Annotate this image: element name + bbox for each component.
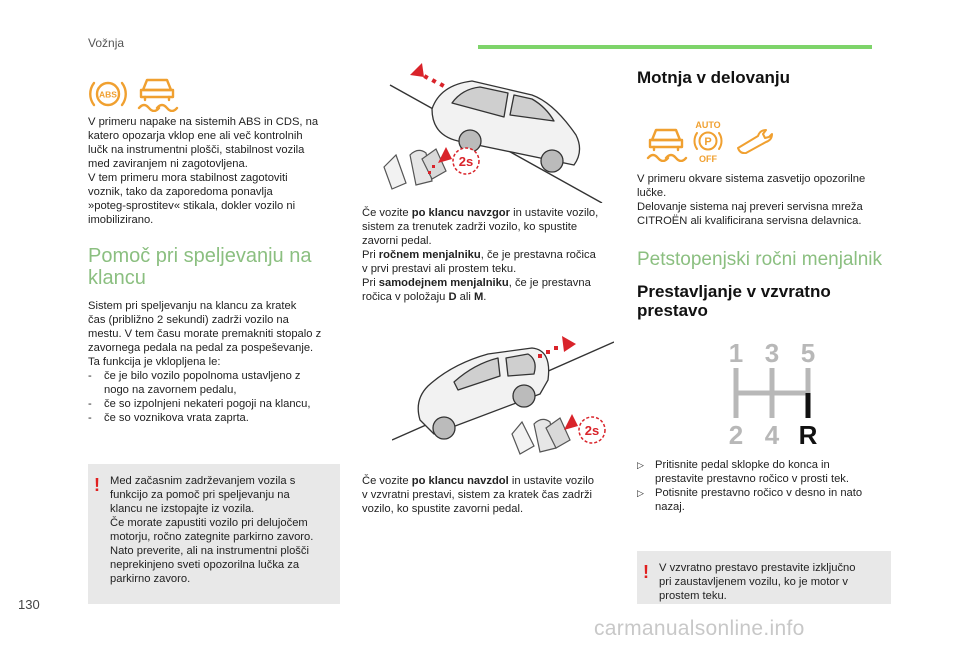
downhill-text <box>362 474 612 516</box>
text-line: Če vozite po klancu navzdol in ustavite vozilo <box>362 475 594 487</box>
wrench-service-icon <box>734 128 774 154</box>
hill-start-heading <box>88 245 348 289</box>
text-line: Med začasnim zadrževanjem vozila s <box>110 475 296 487</box>
reverse-gear-heading <box>637 282 831 320</box>
text-line: Pri ročnem menjalniku, če je prestavna ročica <box>362 249 596 261</box>
downhill-illustration <box>392 330 614 464</box>
text-line: funkcijo za pomoč pri speljevanju na <box>110 489 290 501</box>
list-item-text: Potisnite prestavno ročico v desno in nato <box>655 487 863 499</box>
text-line: lučke. <box>637 187 667 199</box>
steps-list <box>637 458 892 514</box>
gear-label-1: 1 <box>728 338 744 368</box>
uphill-arrow-icon <box>410 63 445 88</box>
text-line: parkirno zavoro. <box>110 573 191 585</box>
heading-line: Pomoč pri speljevanju na <box>88 245 312 267</box>
list-item <box>637 458 892 486</box>
page-number: 130 <box>18 597 40 612</box>
warning-exclamation-icon: ! <box>643 562 649 582</box>
text-line: motorju, ročno zategnite parkirno zavoro. <box>110 531 314 543</box>
svg-text:OFF: OFF <box>699 154 717 164</box>
text-line: prostem teku. <box>659 590 727 602</box>
warning-exclamation-icon: ! <box>94 475 100 495</box>
text-line: V primeru napake na sistemih ABS in CDS, na <box>88 116 319 128</box>
uphill-text <box>362 206 610 304</box>
text-line: mestu. V tem času morate premakniti stopalo z <box>88 328 322 340</box>
text-line: lučk na instrumentni plošči, stabilnost vozila <box>88 144 305 156</box>
text-line: klancu ne izstopajte iz vozila. <box>110 503 255 515</box>
svg-text:AUTO: AUTO <box>695 120 721 130</box>
text-line: Sistem pri speljevanju na klancu za kratek <box>88 300 297 312</box>
pedal-drawing <box>512 418 570 454</box>
list-item-text: če je bilo vozilo popolnoma ustavljeno z <box>104 370 301 382</box>
gearbox-heading: Petstopenjski ročni menjalnik <box>637 249 883 270</box>
text-line: Delovanje sistema naj preveri servisna mreža <box>637 201 863 213</box>
text-line: »poteg-sprostitev« stikala, dokler vozilo ni <box>88 200 296 212</box>
text-line: Ta funkcija je vklopljena le: <box>88 356 221 368</box>
list-item-text: če so voznikova vrata zaprta. <box>104 412 249 424</box>
reverse-gear-steps <box>637 458 892 514</box>
watermark: carmanualsonline.info <box>594 617 805 640</box>
gear-label-3: 3 <box>764 338 780 368</box>
heading-line: Prestavljanje v vzvratno <box>637 282 831 301</box>
text-line: sistem za trenutek zadrži vozilo, ko spustite <box>362 221 578 233</box>
text-line: ročica v položaju D ali M. <box>362 291 487 303</box>
text-line: pri zaustavljenem vozilu, ko je motor v <box>659 576 849 588</box>
text-line: zavorni pedal. <box>362 235 432 247</box>
heading-line: klancu <box>88 267 146 289</box>
stability-control-icon <box>135 72 179 112</box>
list-item <box>88 397 343 411</box>
list-item-text: če so izpolnjeni nekateri pogoji na klancu, <box>104 398 311 410</box>
malfunction-text <box>637 172 892 228</box>
text-line: V primeru okvare sistema zasvetijo opozorilne <box>637 173 866 185</box>
text-line: neprekinjeno sveti opozorilna lučka za <box>110 559 300 571</box>
svg-text:2s: 2s <box>584 423 600 438</box>
timer-2s-icon <box>579 417 605 443</box>
text-line: katero opozarja vklop ene ali več kontrolnih <box>88 130 303 142</box>
text-line: zavornega pedala na pedal za pospeševanje. <box>88 342 314 354</box>
gear-label-5: 5 <box>800 338 816 368</box>
release-arrow-icon <box>564 414 578 430</box>
uphill-illustration <box>362 55 612 203</box>
text-line: vozilo, ko spustite zavorni pedal. <box>362 503 524 515</box>
list-item-text: nazaj. <box>655 501 685 513</box>
text-line: Nato preverite, ali na instrumentni plošči <box>110 545 309 557</box>
svg-text:P: P <box>704 136 712 148</box>
text-line: v prvi prestavi ali prostem teku. <box>362 263 517 275</box>
list-item-text: nogo na zavornem pedalu, <box>104 384 237 396</box>
warning-note-box <box>88 464 340 604</box>
text-line: Če morate zapustiti vozilo pri delujočem <box>110 517 308 529</box>
gear-label-2: 2 <box>728 420 744 450</box>
car-drawing <box>418 348 548 439</box>
text-line: V vzvratno prestavo prestavite izključno <box>659 562 856 574</box>
text-line: CITROËN ali kvalificirana servisna delavnica. <box>637 215 862 227</box>
text-line: Če vozite po klancu navzgor in ustavite vozilo, <box>362 207 599 219</box>
gear-label-reverse: R <box>798 420 818 450</box>
list-item-text: prestavite prestavno ročico v prosti tek. <box>655 473 850 485</box>
gear-label-4: 4 <box>764 420 780 450</box>
svg-text:ABS: ABS <box>99 89 117 100</box>
abs-failure-text <box>88 115 338 227</box>
list-item <box>637 486 892 514</box>
conditions-list <box>88 369 343 425</box>
heading-line: prestavo <box>637 301 708 320</box>
auto-p-off-icon <box>690 118 726 164</box>
text-line: čas (približno 2 sekundi) zadrži vozilo na <box>88 314 289 326</box>
stability-control-icon <box>643 122 689 162</box>
text-line: imobilizirano. <box>88 214 154 226</box>
text-line: v vzvratni prestavi, sistem za kratek čas zadrži <box>362 489 593 501</box>
text-line: V tem primeru mora stabilnost zagotoviti <box>88 172 288 184</box>
hill-start-description <box>88 299 343 425</box>
list-item-text: Pritisnite pedal sklopke do konca in <box>655 459 830 471</box>
list-item <box>88 369 343 397</box>
timer-2s-icon <box>453 148 479 174</box>
text-line: Pri samodejnem menjalniku, če je prestavna <box>362 277 591 289</box>
gear-shift-pattern-diagram <box>722 336 826 450</box>
reverse-note-box <box>637 551 891 604</box>
svg-text:2s: 2s <box>458 154 474 169</box>
text-line: voznik, tako da zaporedoma ponavlja <box>88 186 273 198</box>
warning-note-text <box>110 474 332 586</box>
text-line: med zaviranjem ni zagotovljena. <box>88 158 248 170</box>
pedal-drawing <box>384 149 446 189</box>
section-label: Vožnja <box>88 36 125 50</box>
malfunction-heading: Motnja v delovanju <box>637 68 791 87</box>
reverse-note-text <box>659 561 883 603</box>
section-color-bar <box>478 45 872 49</box>
list-item <box>88 411 343 425</box>
